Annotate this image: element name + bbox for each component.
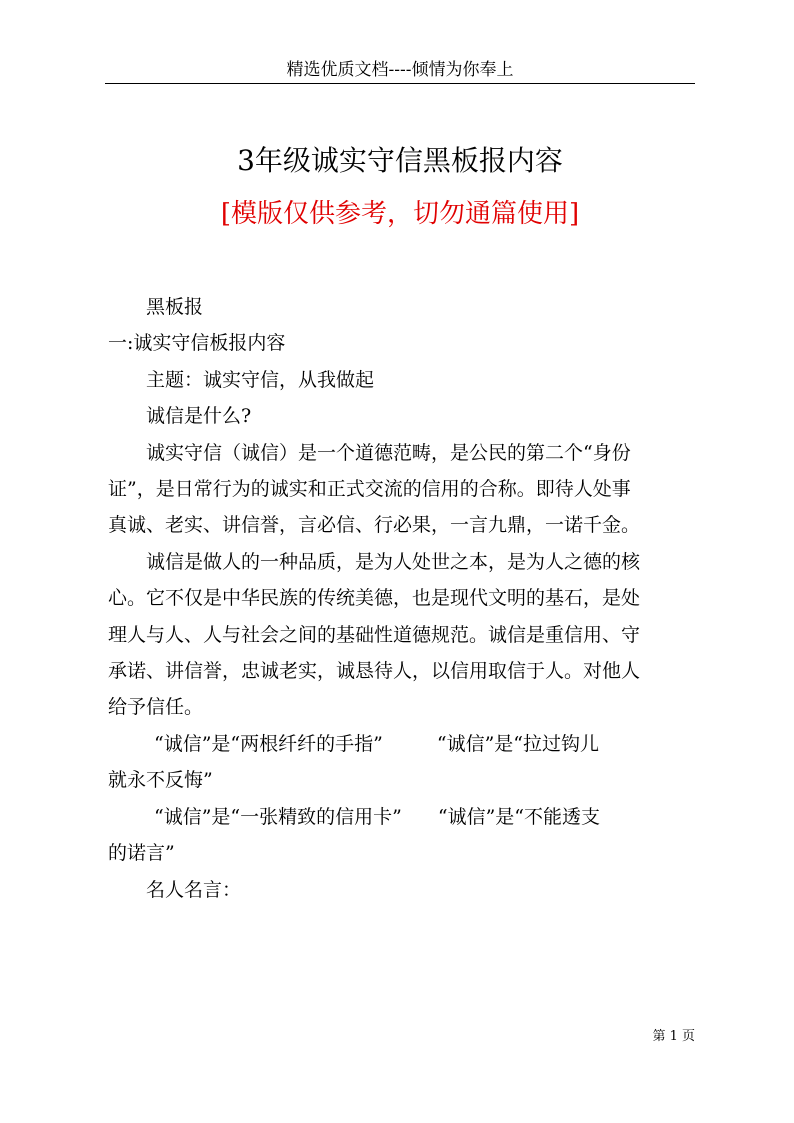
quote-text: “诚信”是“两根纤纤的手指”	[154, 732, 383, 755]
paragraph-line: 给予信任。	[108, 696, 204, 719]
paragraph-theme: 主题：诚实守信，从我做起	[146, 368, 375, 391]
paragraph-line: 承诺、讲信誉，忠诚老实，诚恳待人，以信用取信于人。对他人	[108, 660, 641, 683]
quote-continuation: 的诺言”	[108, 842, 175, 865]
quote-row	[108, 799, 698, 835]
paragraph-line: 真诚、老实、讲信誉，言必信、行必果，一言九鼎，一诺千金。	[108, 514, 641, 537]
header-divider	[105, 83, 695, 84]
paragraph-line: 证”，是日常行为的诚实和正式交流的信用的合称。即待人处事	[108, 478, 631, 501]
quote-text: “诚信”是“一张精致的信用卡”	[154, 805, 402, 828]
paragraph-quotes-heading: 名人名言：	[146, 878, 242, 901]
page-header: 精选优质文档----倾情为你奉上	[286, 60, 514, 80]
paragraph-heading: 黑板报	[146, 296, 204, 318]
paragraph-question: 诚信是什么?	[146, 405, 252, 428]
quote-text: “诚信”是“不能透支	[437, 805, 600, 828]
paragraph-line: 诚实守信（诚信）是一个道德范畴，是公民的第二个“身份	[146, 441, 631, 464]
quote-continuation: 就永不反悔”	[108, 769, 213, 792]
section-heading: 一:诚实守信板报内容	[108, 332, 286, 355]
document-body	[108, 289, 698, 908]
quote-text: “诚信”是“拉过钩儿	[436, 732, 599, 755]
document-title: 3年级诚实守信黑板报内容	[237, 144, 563, 177]
paragraph-line: 诚信是做人的一种品质，是为人处世之本，是为人之德的核	[146, 550, 641, 573]
page-number: 第 1 页	[652, 1029, 695, 1044]
quote-row	[108, 726, 698, 762]
document-subtitle: [模版仅供参考，切勿通篇使用]	[220, 199, 580, 229]
paragraph-line: 理人与人、人与社会之间的基础性道德规范。诚信是重信用、守	[108, 623, 641, 646]
paragraph-line: 心。它不仅是中华民族的传统美德，也是现代文明的基石，是处	[108, 587, 641, 610]
